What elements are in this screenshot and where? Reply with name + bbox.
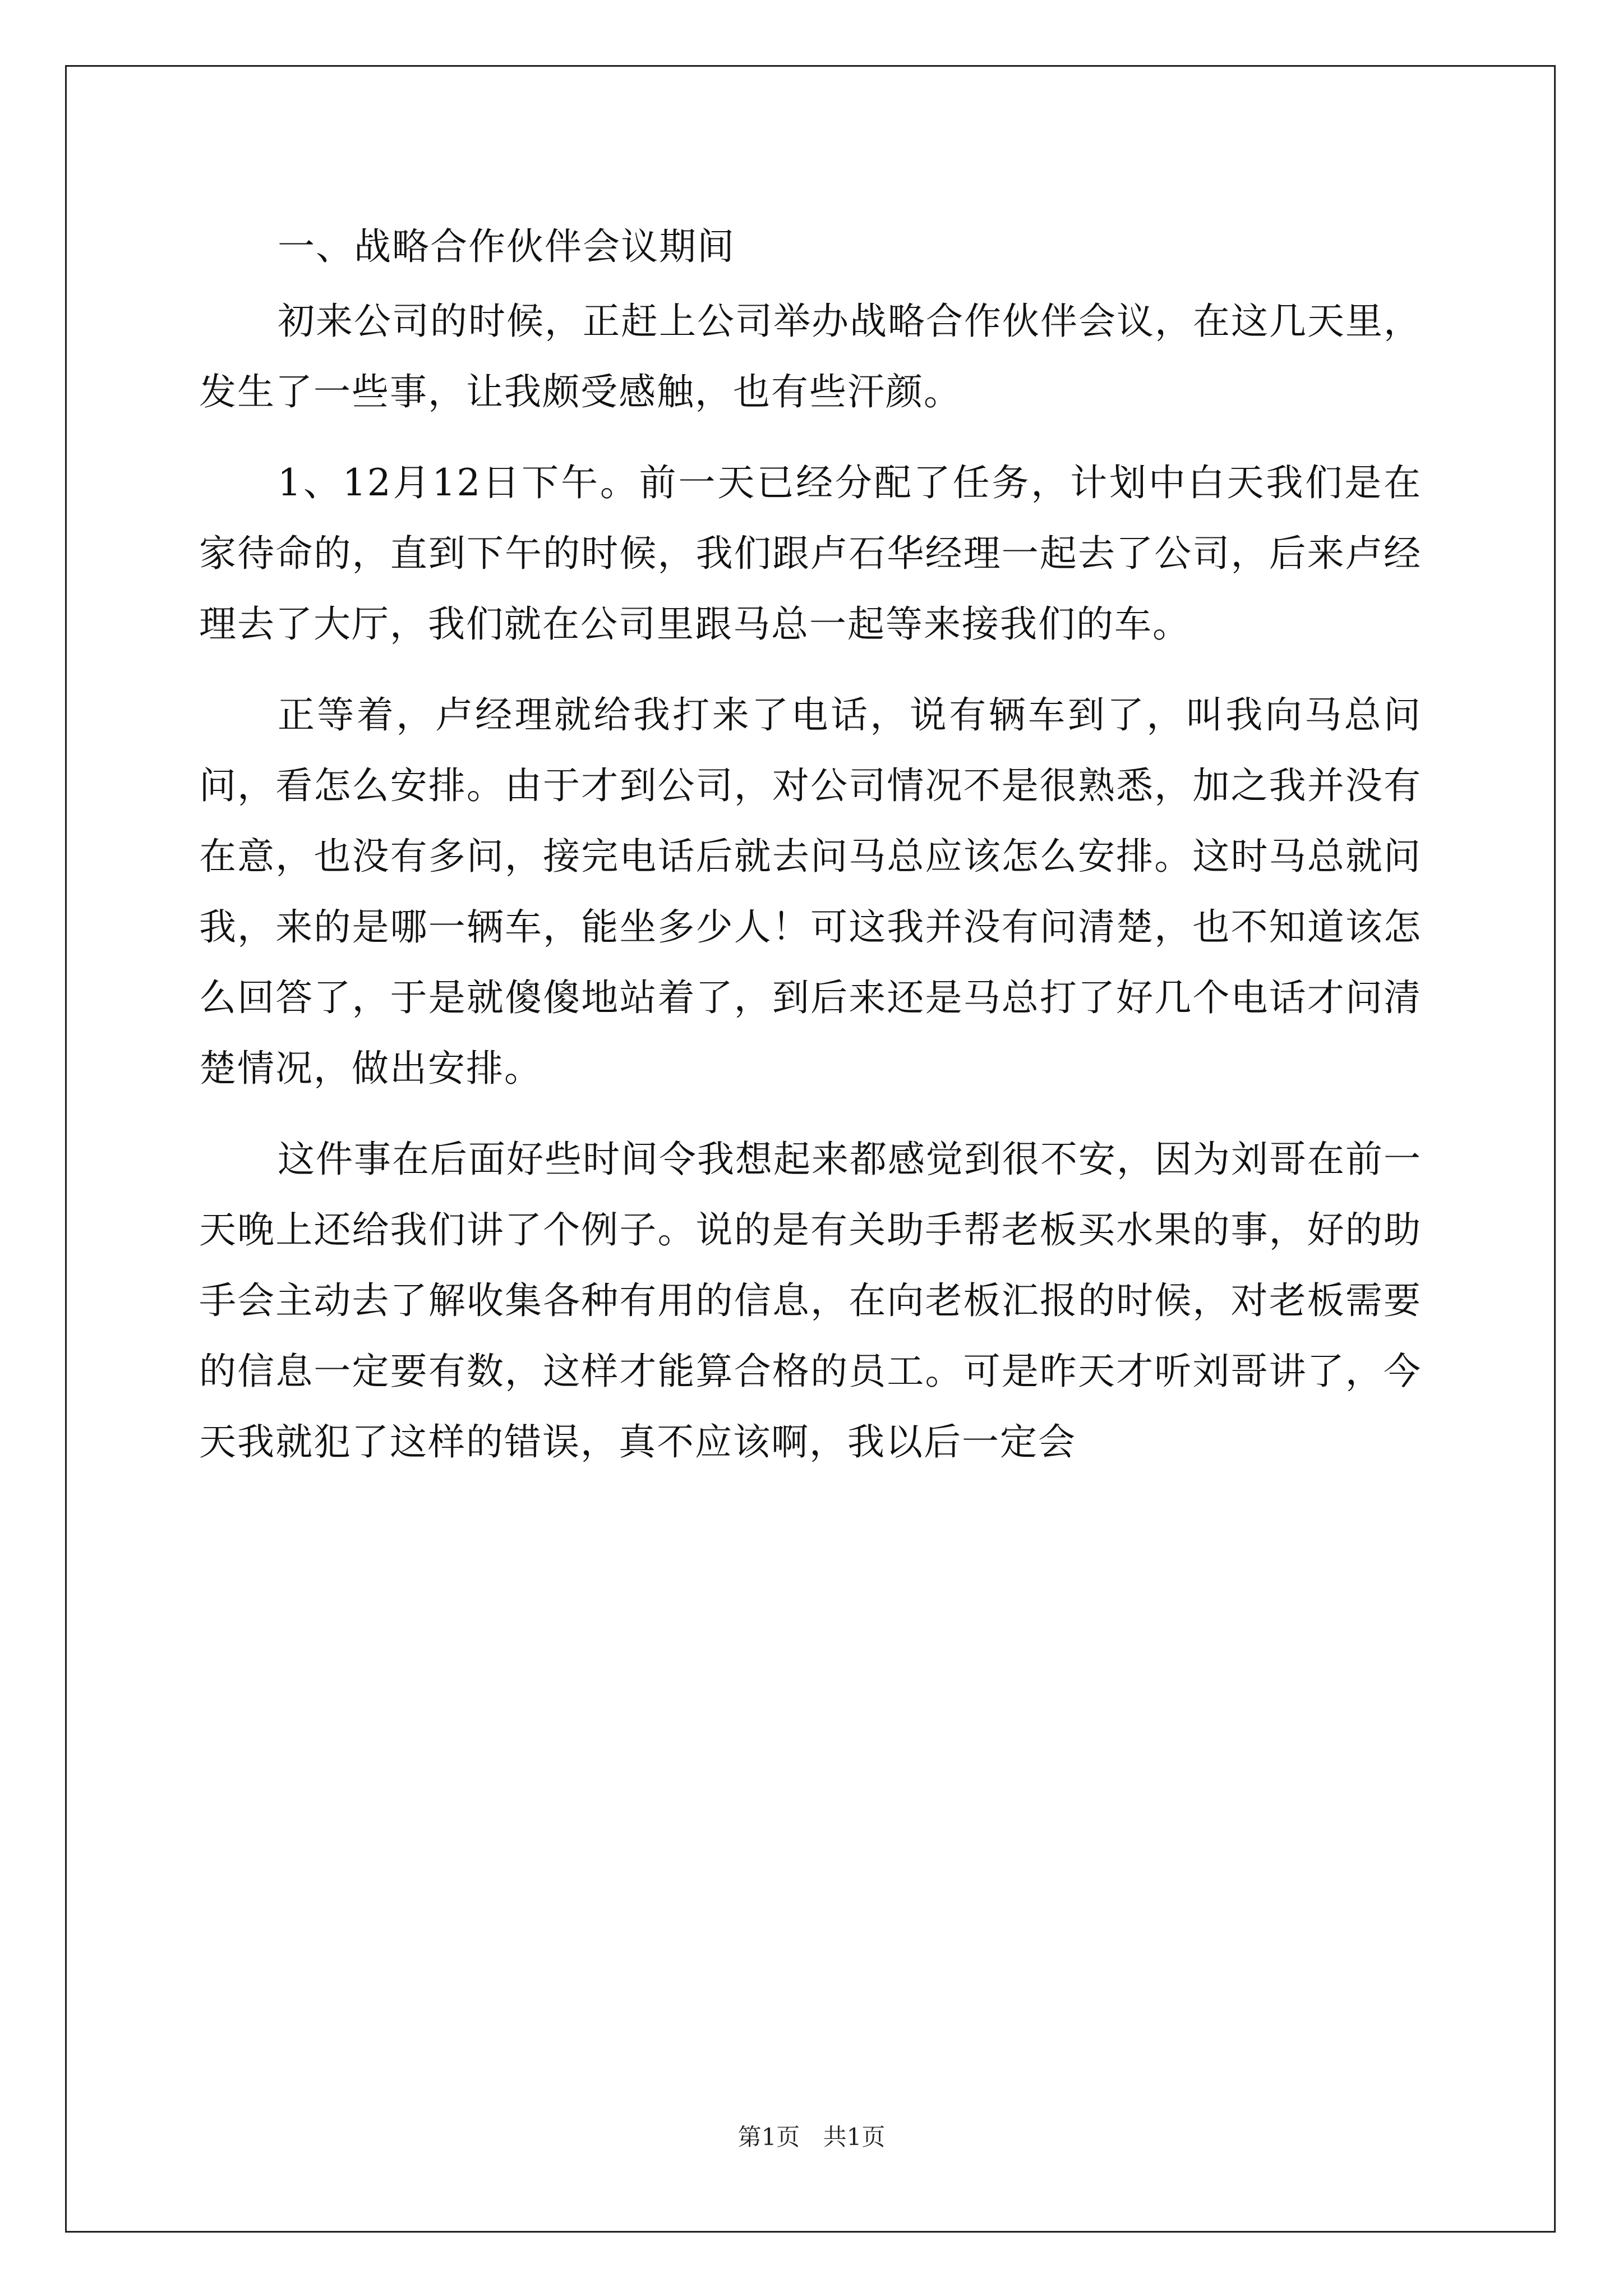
- paragraph: 初来公司的时候，正赶上公司举办战略合作伙伴会议，在这几天里，发生了一些事，让我颇受感触，也有些汗颜。: [199, 300, 1422, 413]
- page-footer: [0, 2120, 1623, 2154]
- page-number: 第1页: [737, 2123, 800, 2151]
- paragraph: 这件事在后面好些时间令我想起来都感觉到很不安，因为刘哥在前一天晚上还给我们讲了个例子。说的是有关助手帮老板买水果的事，好的助手会主动去了解收集各种有用的信息，在向老板汇报的时候，对老板需要的信息一定要有数，这样才能算合格的员工。可是昨天才听刘哥讲了，今天我就犯了这样的错误，真不应该啊，我以后一定会: [199, 1138, 1422, 1464]
- section-heading: 一、战略合作伙伴会议期间: [278, 225, 735, 268]
- paragraph: 正等着，卢经理就给我打来了电话，说有辆车到了，叫我向马总问问，看怎么安排。由于才到公司，对公司情况不是很熟悉，加之我并没有在意，也没有多问，接完电话后就去问马总应该怎么安排。这时马总就问我，来的是哪一辆车，能坐多少人！可这我并没有问清楚，也不知道该怎么回答了，于是就傻傻地站着了，到后来还是马总打了好几个电话才问清楚情况，做出安排。: [199, 693, 1422, 1090]
- document-body: [199, 208, 1422, 1498]
- paragraph: 1、12月12日下午。前一天已经分配了任务，计划中白天我们是在家待命的，直到下午的时候，我们跟卢石华经理一起去了公司，后来卢经理去了大厅，我们就在公司里跟马总一起等来接我们的车。: [199, 461, 1422, 646]
- page-total: 共1页: [823, 2123, 886, 2151]
